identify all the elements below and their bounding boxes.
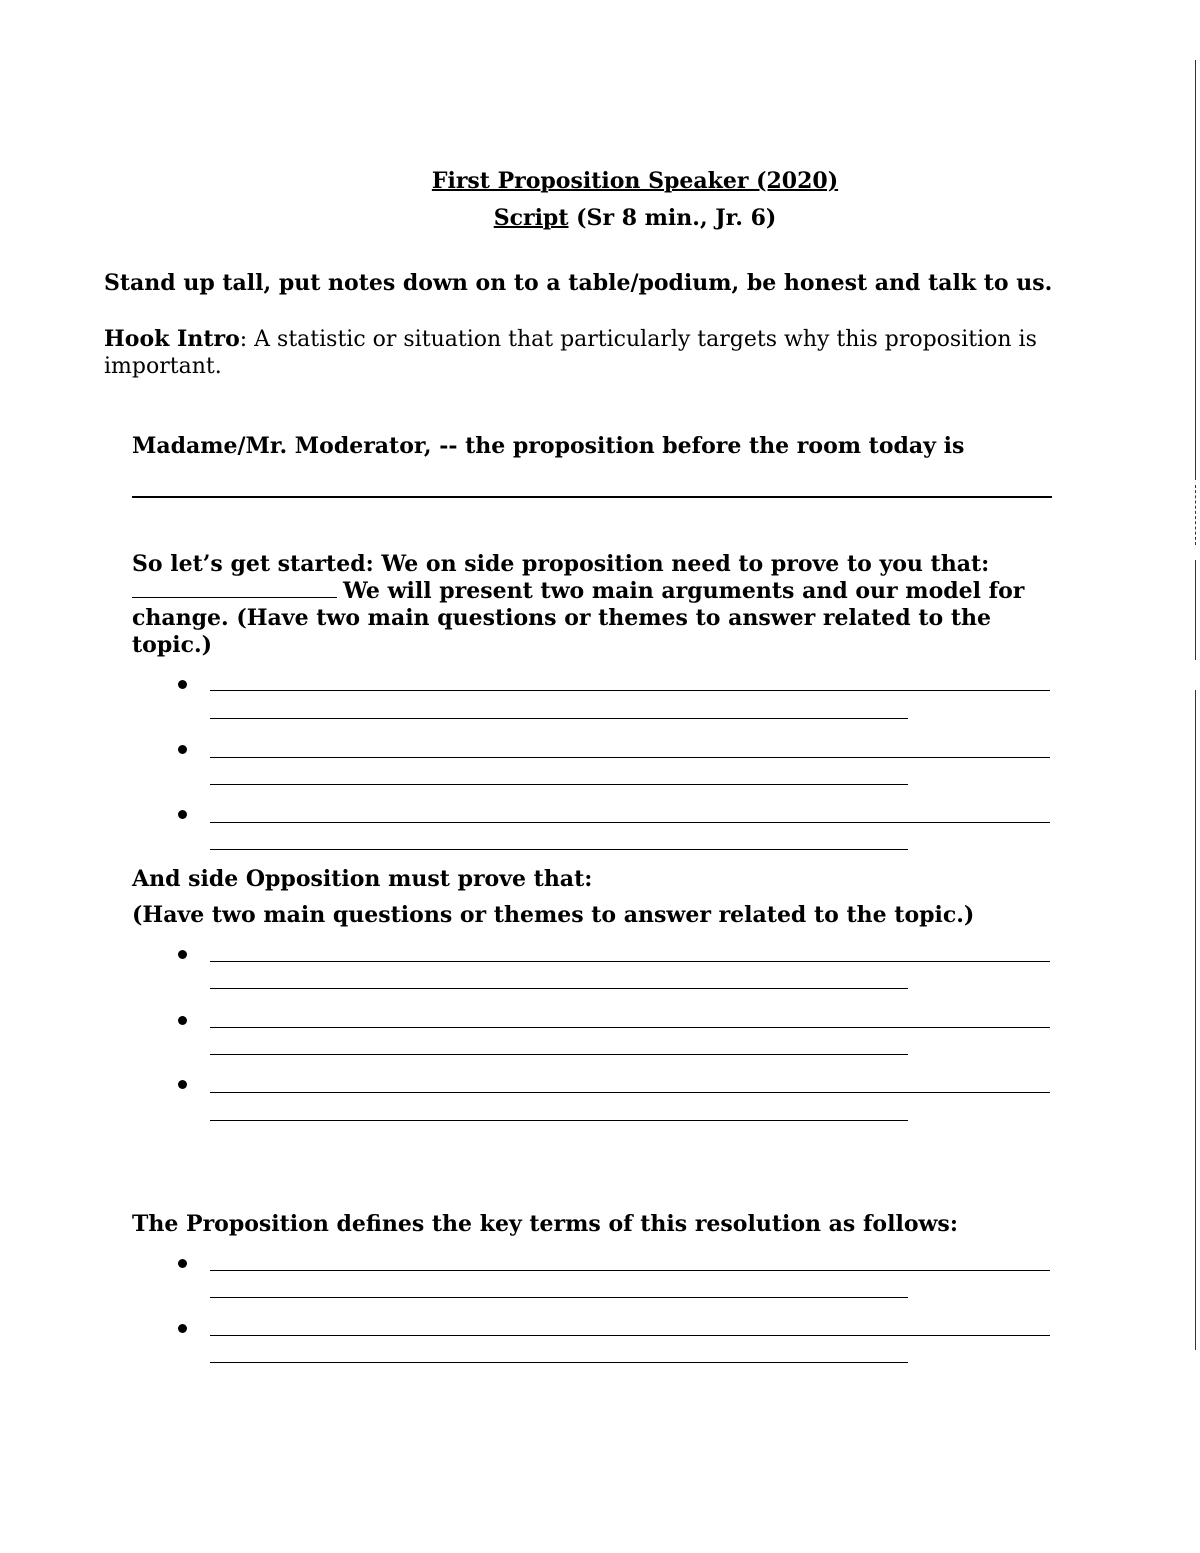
moderator-line: Madame/Mr. Moderator, -- the proposition before the room today is [132,433,965,459]
bullet-icon [178,950,187,959]
answer-line-continued[interactable] [210,1297,908,1298]
scan-edge-mark [1195,560,1196,660]
answer-line[interactable] [210,757,1050,758]
answer-line-continued[interactable] [210,1120,908,1121]
bullet-icon [178,680,187,689]
scan-edge-mark [1195,485,1196,545]
stand-up-instruction: Stand up tall, put notes down on to a table/podium, be honest and talk to us. [104,270,1053,296]
answer-line[interactable] [210,1027,1050,1028]
bullet-icon [178,1080,187,1089]
bullet-icon [178,1016,187,1025]
bullet-icon [178,1259,187,1268]
bullet-icon [178,810,187,819]
subtitle-rest: (Sr 8 min., Jr. 6) [568,205,777,231]
subtitle-label: Script [493,205,569,231]
opposition-heading: And side Opposition must prove that: [132,866,593,892]
hook-intro-text: : A statistic or situation that particularly targets why this proposition is important. [104,327,1037,379]
definitions-heading: The Proposition defines the key terms of this resolution as follows: [132,1211,958,1237]
answer-line[interactable] [210,822,1050,823]
answer-line-continued[interactable] [210,1054,908,1055]
prove-blank-line[interactable] [132,579,337,598]
started-line-2-text: We will present two main arguments and our model for change. (Have two main questions or themes to answer related to the topic.) [132,578,1025,658]
answer-line[interactable] [210,961,1050,962]
page-subtitle [0,205,1200,231]
started-paragraph [132,551,1032,659]
answer-line[interactable] [210,1335,1050,1336]
answer-line[interactable] [210,1092,1050,1093]
hook-intro [104,326,1079,380]
answer-line[interactable] [210,1270,1050,1271]
scan-edge-mark [1195,60,1196,480]
answer-line[interactable] [210,690,1050,691]
answer-line-continued[interactable] [210,718,908,719]
proposition-blank-line[interactable] [132,496,1052,498]
page-title [0,168,1200,194]
opposition-subheading: (Have two main questions or themes to answer related to the topic.) [132,902,975,928]
answer-line-continued[interactable] [210,849,908,850]
answer-line-continued[interactable] [210,988,908,989]
answer-line-continued[interactable] [210,784,908,785]
bullet-icon [178,745,187,754]
started-line-1: So let’s get started: We on side proposition need to prove to you that: [132,551,990,577]
hook-intro-label: Hook Intro [104,326,240,352]
answer-line-continued[interactable] [210,1362,908,1363]
scan-edge-mark [1195,690,1196,1350]
bullet-icon [178,1324,187,1333]
started-line-2 [132,578,1032,659]
page-title-text: First Proposition Speaker (2020) [431,168,839,194]
